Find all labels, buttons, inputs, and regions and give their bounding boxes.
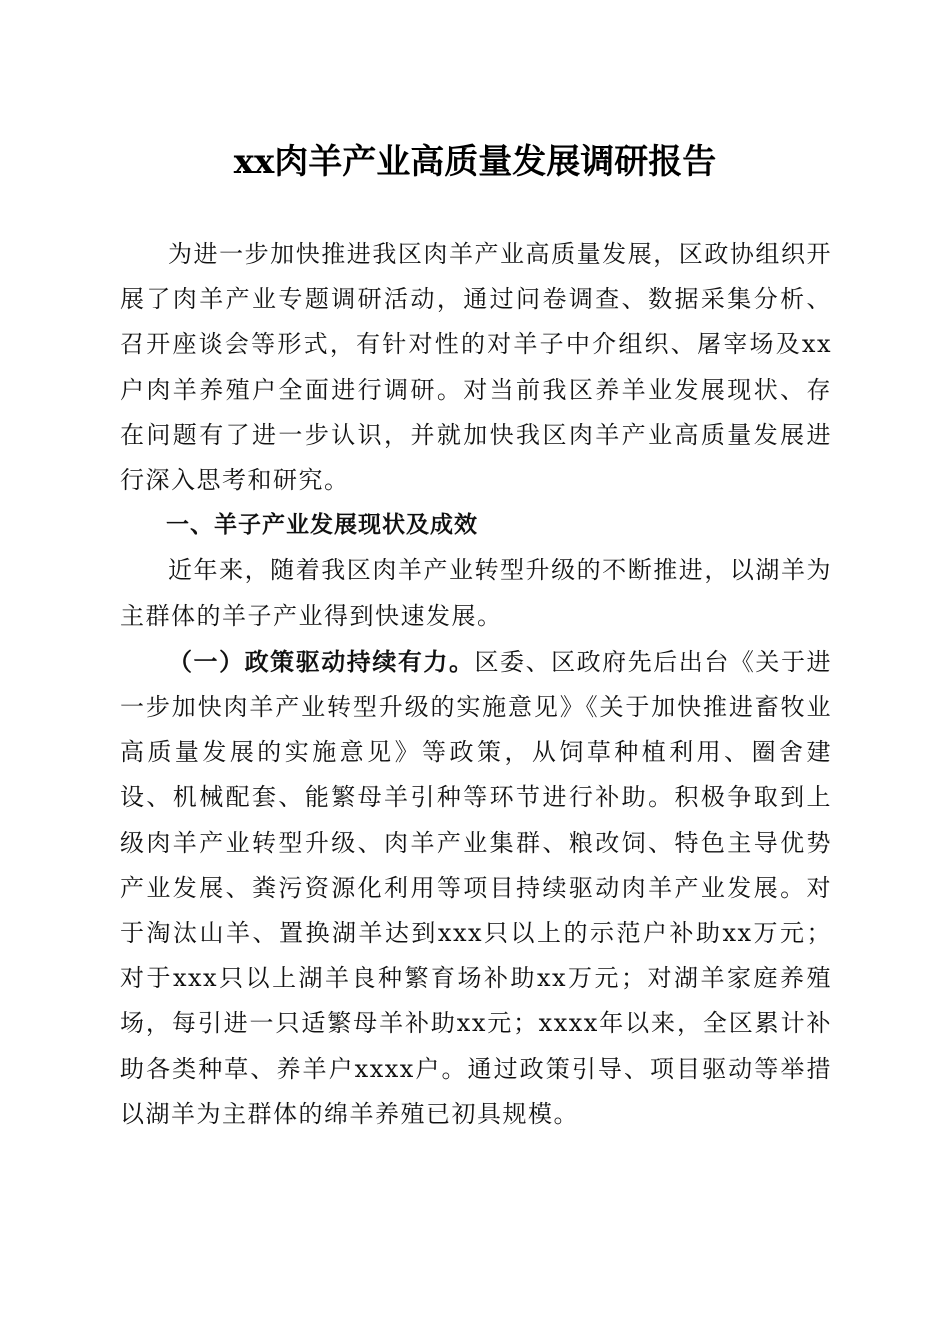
- subsection-text: 区委、区政府先后出台《关于进一步加快肉羊产业转型升级的实施意见》《关于加快推进畜牧业高质量发展的实施意见》等政策，从饲草种植利用、圈舍建设、机械配套、能繁母羊引种等环节进行补助。积极争取到上级肉羊产业转型升级、肉羊产业集群、粮改饲、特色主导优势产业发展、粪污资源化利用等项目持续驱动肉羊产业发展。对于淘汰山羊、置换湖羊达到xxx只以上的示范户补助xx万元；对于xxx只以上湖羊良种繁育场补助xx万元；对湖羊家庭养殖场，每引进一只适繁母羊补助xx元；xxxx年以来，全区累计补助各类种草、养羊户xxxx户。通过政策引导、项目驱动等举措以湖羊为主群体的绵羊养殖已初具规模。: [120, 647, 833, 1128]
- subsection-paragraph: [120, 639, 832, 1137]
- document-body: [120, 232, 832, 1137]
- intro-paragraph: 为进一步加快推进我区肉羊产业高质量发展，区政协组织开展了肉羊产业专题调研活动，通过问卷调查、数据采集分析、召开座谈会等形式，有针对性的对羊子中介组织、屠宰场及xx户肉羊养殖户全面进行调研。对当前我区养羊业发展现状、存在问题有了进一步认识，并就加快我区肉羊产业高质量发展进行深入思考和研究。: [120, 240, 832, 495]
- subsection-heading: （一）政策驱动持续有力。: [168, 646, 475, 676]
- section-heading: 一、羊子产业发展现状及成效: [166, 512, 478, 539]
- section-paragraph: 近年来，随着我区肉羊产业转型升级的不断推进，以湖羊为主群体的羊子产业得到快速发展。: [120, 556, 832, 630]
- document-title: xx肉羊产业高质量发展调研报告: [233, 142, 717, 182]
